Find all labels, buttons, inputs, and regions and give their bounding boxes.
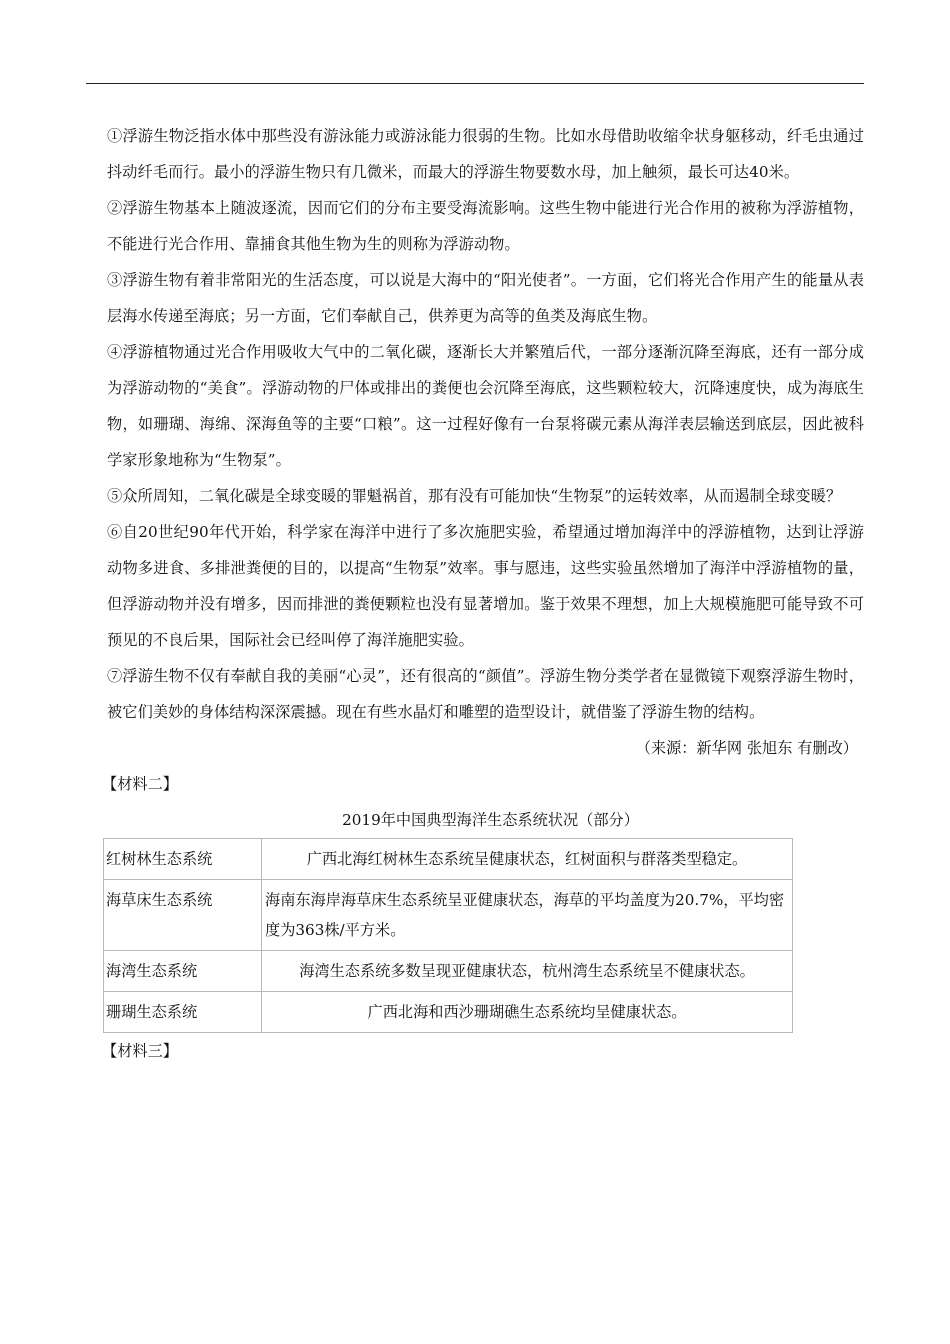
source-citation: （来源：新华网 张旭东 有删改） <box>635 739 858 757</box>
paragraph-2: ②浮游生物基本上随波逐流，因而它们的分布主要受海流影响。这些生物中能进行光合作用的被称为浮游植物，不能进行光合作用、靠捕食其他生物为生的则称为浮游动物。 <box>107 199 864 253</box>
header-rule <box>86 83 864 84</box>
paragraph-4: ④浮游植物通过光合作用吸收大气中的二氧化碳，逐渐长大并繁殖后代，一部分逐渐沉降至海底，还有一部分成为浮游动物的“美食”。浮游动物的尸体或排出的粪便也会沉降至海底，这些颗粒较大，沉降速度快，成为海底生物，如珊瑚、海绵、深海鱼等的主要“口粮”。这一过程好像有一台泵将碳元素从海洋表层输送到底层，因此被科学家形象地称为“生物泵”。 <box>107 343 864 469</box>
ecosystem-name: 红树林生态系统 <box>104 839 262 880</box>
table-title: 2019年中国典型海洋生态系统状况（部分） <box>342 811 639 829</box>
ecosystem-table <box>103 838 793 1033</box>
table-row <box>104 880 793 951</box>
paragraph-7: ⑦浮游生物不仅有奉献自我的美丽“心灵”，还有很高的“颜值”。浮游生物分类学者在显微镜下观察浮游生物时，被它们美妙的身体结构深深震撼。现在有些水晶灯和雕塑的造型设计，就借鉴了浮游生物的结构。 <box>107 667 864 721</box>
table-row <box>104 839 793 880</box>
paragraph-3: ③浮游生物有着非常阳光的生活态度，可以说是大海中的“阳光使者”。一方面，它们将光合作用产生的能量从表层海水传递至海底；另一方面，它们奉献自己，供养更为高等的鱼类及海底生物。 <box>107 271 864 325</box>
material-2-label: 【材料二】 <box>102 775 178 793</box>
document-body <box>102 118 864 1069</box>
material-3-label: 【材料三】 <box>102 1042 178 1060</box>
paragraph-5: ⑤众所周知，二氧化碳是全球变暖的罪魁祸首，那有没有可能加快“生物泵”的运转效率，从而遏制全球变暖？ <box>107 487 842 505</box>
paragraph-1: ①浮游生物泛指水体中那些没有游泳能力或游泳能力很弱的生物。比如水母借助收缩伞状身躯移动，纤毛虫通过抖动纤毛而行。最小的浮游生物只有几微米，而最大的浮游生物要数水母，加上触须，最长可达40米。 <box>107 127 864 181</box>
ecosystem-status: 海湾生态系统多数呈现亚健康状态，杭州湾生态系统呈不健康状态。 <box>262 951 793 992</box>
ecosystem-status: 广西北海和西沙珊瑚礁生态系统均呈健康状态。 <box>262 992 793 1033</box>
ecosystem-status: 海南东海岸海草床生态系统呈亚健康状态，海草的平均盖度为20.7%，平均密度为363株/平方米。 <box>262 880 793 951</box>
ecosystem-name: 珊瑚生态系统 <box>104 992 262 1033</box>
ecosystem-name: 海湾生态系统 <box>104 951 262 992</box>
table-row <box>104 951 793 992</box>
table-row <box>104 992 793 1033</box>
ecosystem-status: 广西北海红树林生态系统呈健康状态，红树面积与群落类型稳定。 <box>262 839 793 880</box>
paragraph-6: ⑥自20世纪90年代开始，科学家在海洋中进行了多次施肥实验，希望通过增加海洋中的浮游植物，达到让浮游动物多进食、多排泄粪便的目的，以提高“生物泵”效率。事与愿违，这些实验虽然增加了海洋中浮游植物的量，但浮游动物并没有增多，因而排泄的粪便颗粒也没有显著增加。鉴于效果不理想，加上大规模施肥可能导致不可预见的不良后果，国际社会已经叫停了海洋施肥实验。 <box>107 523 864 649</box>
ecosystem-name: 海草床生态系统 <box>104 880 262 951</box>
